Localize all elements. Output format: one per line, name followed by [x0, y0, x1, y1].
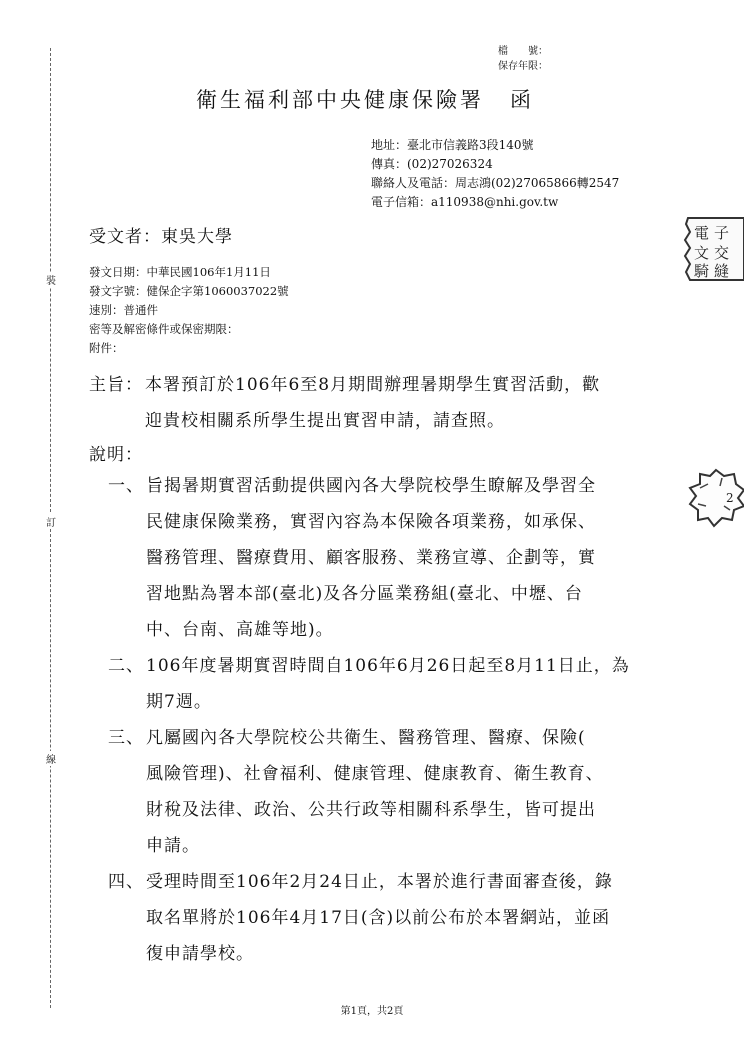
- item-line: 106年度暑期實習時間自106年6月26日起至8月11日止，為: [146, 656, 630, 676]
- attachment: 附件：: [89, 341, 124, 355]
- page-footer: 第1頁，共2頁: [340, 1006, 404, 1017]
- contact-address: 地址：臺北市信義路3段140號: [371, 138, 534, 152]
- issue-date: 發文日期：中華民國106年1月11日: [89, 265, 271, 279]
- seal-char: 電: [694, 224, 710, 242]
- item-line: 民健康保險業務，實習內容為本保險各項業務，如承保、: [146, 512, 596, 532]
- list-item: [108, 864, 668, 972]
- seal-char: 交: [714, 244, 730, 262]
- explanation-items: [108, 468, 668, 972]
- seal-char: 文: [694, 244, 710, 262]
- item-line: 受理時間至106年2月24日止，本署於進行書面審查後，錄: [146, 872, 613, 892]
- list-item: [108, 468, 668, 648]
- seal-char: 子: [714, 224, 730, 242]
- agency-name: 衛生福利部中央健康保險署: [196, 88, 484, 112]
- item-line: 財稅及法律、政治、公共行政等相關科系學生，皆可提出: [146, 800, 596, 820]
- subject-line-1: 本署預訂於106年6至8月期間辦理暑期學生實習活動，歡: [145, 375, 601, 395]
- subject-line-2: 迎貴校相關系所學生提出實習申請，請查照。: [145, 411, 505, 431]
- item-number: 四、: [108, 872, 144, 892]
- item-line: 凡屬國內各大學院校公共衛生、醫務管理、醫療、保險(: [146, 728, 586, 748]
- contact-email: 電子信箱：a110938@nhi.gov.tw: [371, 195, 559, 209]
- item-line: 取名單將於106年4月17日(含)以前公布於本署網站，並函: [146, 908, 611, 928]
- contact-fax: 傳真：(02)27026324: [371, 157, 493, 171]
- item-number: 一、: [108, 476, 144, 496]
- item-line: 旨揭暑期實習活動提供國內各大學院校學生瞭解及學習全: [146, 476, 596, 496]
- doc-number: 發文字號：健保企字第1060037022號: [89, 284, 289, 298]
- security-level: 密等及解密條件或保密期限：: [89, 322, 239, 336]
- item-number: 三、: [108, 728, 144, 748]
- item-line: 復申請學校。: [146, 944, 254, 964]
- item-line: 期7週。: [146, 692, 212, 712]
- delivery-speed: 速別：普通件: [89, 303, 158, 317]
- subject-label: 主旨：: [89, 375, 143, 395]
- item-line: 風險管理)、社會福利、健康管理、健康教育、衛生教育、: [146, 764, 604, 784]
- seal-char: 騎: [694, 262, 710, 280]
- item-line: 習地點為署本部(臺北)及各分區業務組(臺北、中壢、台: [146, 584, 583, 604]
- contact-person: 聯絡人及電話：周志鴻(02)27065866轉2547: [371, 176, 620, 190]
- binding-mark-xian: 線: [46, 751, 56, 766]
- list-item: [108, 648, 668, 720]
- list-item: [108, 720, 668, 864]
- page-stamp-icon: [686, 466, 744, 528]
- seam-seal-icon: [682, 214, 744, 284]
- binding-mark-ding: 訂: [46, 514, 56, 529]
- stamp-char: 2: [726, 491, 734, 505]
- item-line: 申請。: [146, 836, 200, 856]
- binding-mark-zhuang: 裝: [46, 272, 56, 287]
- explanation-label: 說明：: [89, 445, 143, 465]
- item-line: 醫務管理、醫療費用、顧客服務、業務宣導、企劃等，實: [146, 548, 596, 568]
- recipient: 受文者：東吳大學: [89, 227, 233, 247]
- item-number: 二、: [108, 656, 144, 676]
- page-title: [196, 84, 534, 114]
- archive-retention: 保存年限：: [498, 61, 548, 72]
- archive-file-no: 檔 號：: [498, 46, 548, 57]
- item-line: 中、台南、高雄等地)。: [146, 620, 334, 640]
- document-meta: [89, 263, 289, 358]
- doc-kind: 函: [510, 88, 534, 112]
- seal-char: 縫: [714, 262, 730, 280]
- subject-section: [89, 367, 649, 439]
- contact-block: [371, 136, 619, 212]
